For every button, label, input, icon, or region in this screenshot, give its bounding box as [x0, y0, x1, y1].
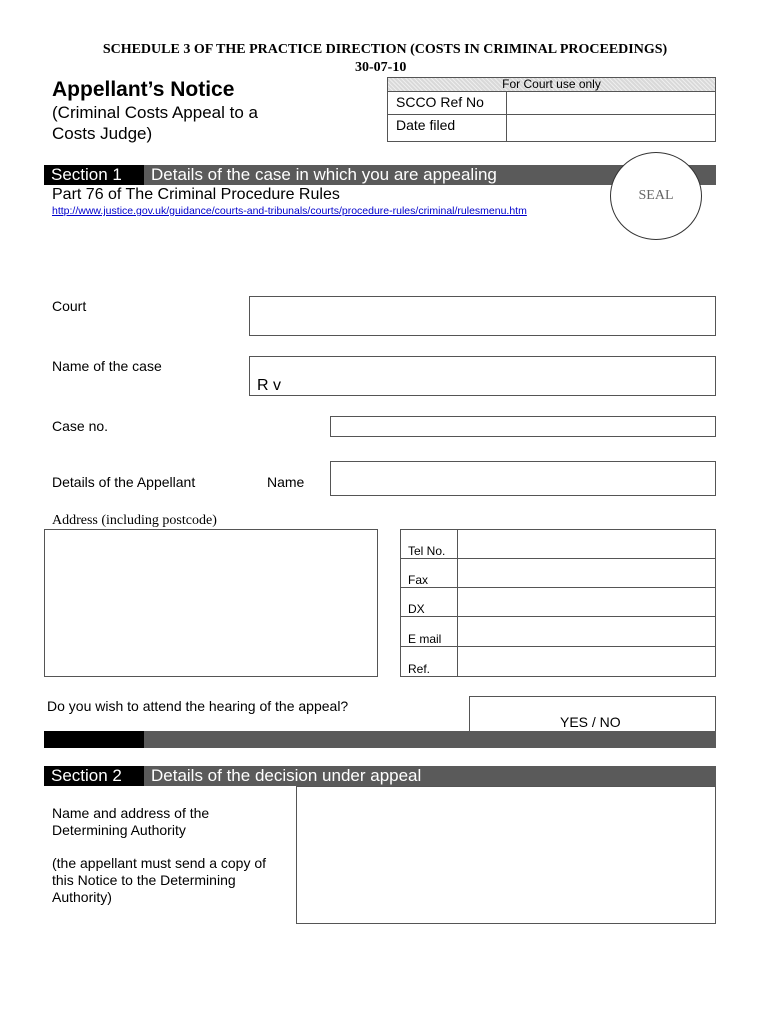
- appellant-name-field[interactable]: [330, 461, 716, 496]
- email-field[interactable]: [457, 616, 716, 647]
- attend-question: Do you wish to attend the hearing of the appeal?: [47, 698, 349, 714]
- court-field[interactable]: [249, 296, 716, 336]
- seal-circle: SEAL: [610, 152, 702, 240]
- authority-note-line: Authority): [52, 889, 112, 905]
- ref-label-cell: [400, 646, 458, 677]
- dx-label: DX: [408, 602, 425, 616]
- email-label: E mail: [408, 632, 442, 646]
- address-label: Address (including postcode): [52, 513, 217, 528]
- fax-label: Fax: [408, 573, 429, 587]
- tel-field[interactable]: [457, 529, 716, 559]
- case-no-label: Case no.: [52, 418, 109, 434]
- case-no-field[interactable]: [330, 416, 716, 437]
- page-subtitle: [52, 102, 258, 144]
- tel-label-cell: [400, 529, 458, 559]
- dx-field[interactable]: [457, 587, 716, 617]
- section1-title: Details of the case in which you are appealing: [151, 165, 497, 184]
- section-divider-dark: [44, 731, 144, 748]
- rules-heading: Part 76 of The Criminal Procedure Rules: [52, 186, 340, 203]
- authority-note-line: this Notice to the Determining: [52, 872, 236, 888]
- email-label-cell: [400, 616, 458, 647]
- authority-label: [52, 805, 266, 906]
- scco-ref-field[interactable]: [506, 91, 716, 115]
- fax-field[interactable]: [457, 558, 716, 588]
- section-divider: [44, 731, 716, 748]
- appellant-name-label: Name: [267, 474, 305, 490]
- dx-label-cell: [400, 587, 458, 617]
- court-label: Court: [52, 298, 87, 314]
- authority-label-line: Name and address of the: [52, 805, 210, 821]
- schedule-heading: SCHEDULE 3 OF THE PRACTICE DIRECTION (COSTS IN CRIMINAL PROCEEDINGS): [102, 42, 668, 57]
- contact-table: [400, 529, 716, 677]
- scco-ref-label-cell: [387, 91, 507, 115]
- attend-answer-field[interactable]: [469, 696, 716, 732]
- subtitle-line: (Criminal Costs Appeal to a: [52, 103, 258, 122]
- section2-number: Section 2: [44, 766, 144, 786]
- authority-label-line: Determining Authority: [52, 822, 186, 838]
- authority-note-line: (the appellant must send a copy of: [52, 855, 267, 871]
- fax-label-cell: [400, 558, 458, 588]
- page-title: Appellant’s Notice: [52, 78, 235, 101]
- ref-field[interactable]: [457, 646, 716, 677]
- rules-link[interactable]: http://www.justice.gov.uk/guidance/courts-and-tribunals/courts/procedure-rules/criminal/rulesmenu.htm: [52, 205, 527, 217]
- scco-ref-label: SCCO Ref No: [396, 94, 484, 110]
- subtitle-line: Costs Judge): [52, 124, 153, 143]
- authority-field[interactable]: [296, 786, 716, 924]
- date-filed-label-cell: [387, 114, 507, 142]
- document-date: 30-07-10: [355, 60, 407, 75]
- address-field[interactable]: [44, 529, 378, 677]
- appellant-label: Details of the Appellant: [52, 474, 196, 490]
- section1-number: Section 1: [44, 165, 144, 185]
- case-name-value: R v: [257, 377, 281, 394]
- attend-answer: YES / NO: [560, 714, 621, 730]
- case-name-field[interactable]: [249, 356, 716, 396]
- tel-label: Tel No.: [408, 544, 446, 558]
- court-use-heading: For Court use only: [387, 77, 716, 92]
- ref-label: Ref.: [408, 662, 431, 676]
- date-filed-label: Date filed: [396, 117, 456, 133]
- section2-header: [44, 766, 716, 786]
- date-filed-field[interactable]: [506, 114, 716, 142]
- section2-title: Details of the decision under appeal: [151, 766, 422, 785]
- case-name-label: Name of the case: [52, 358, 162, 374]
